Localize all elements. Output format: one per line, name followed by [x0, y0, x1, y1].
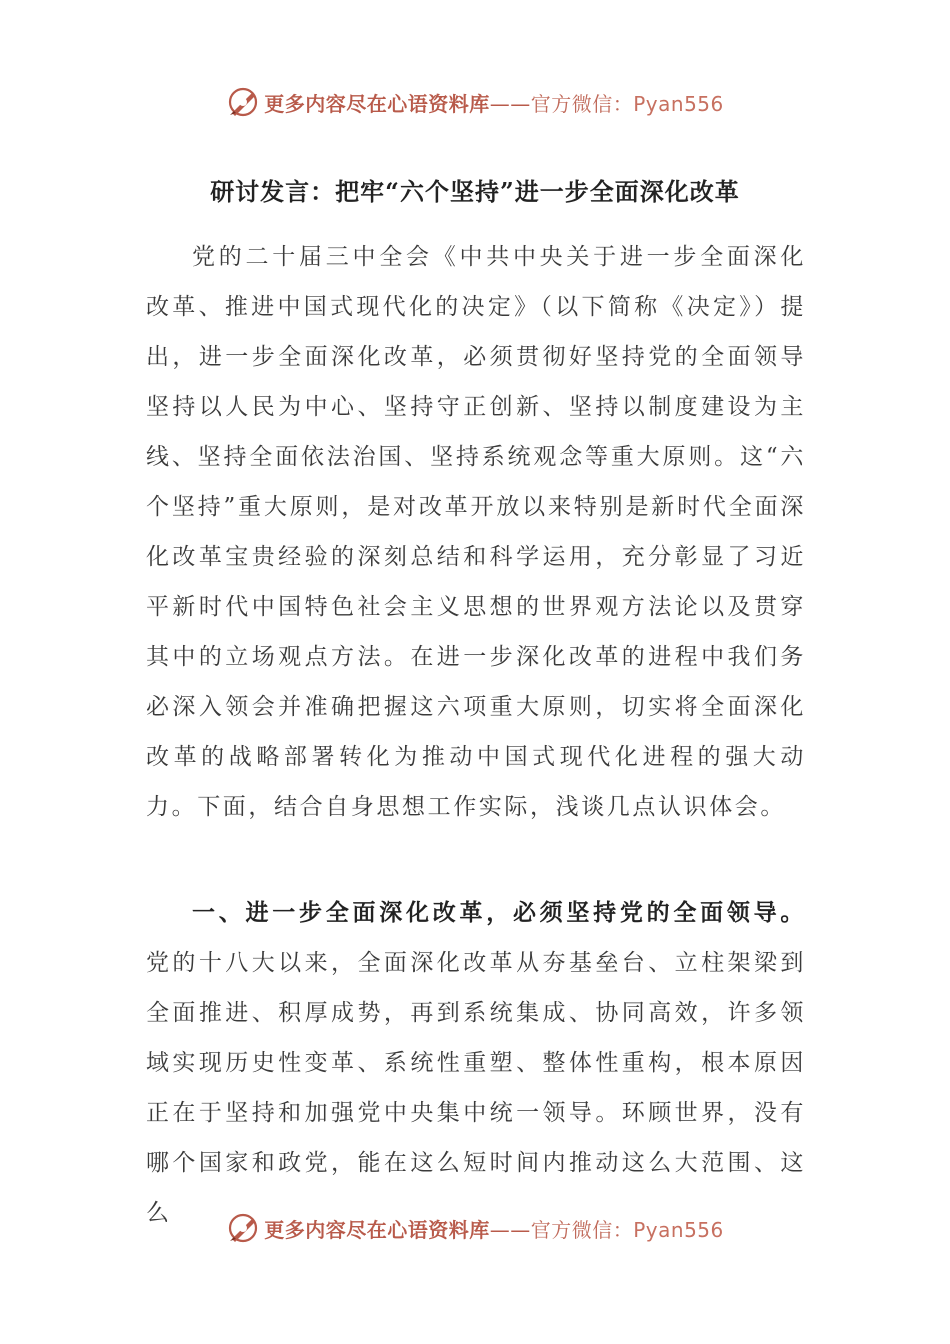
paragraph-intro: 党的二十届三中全会《中共中央关于进一步全面深化改革、推进中国式现代化的决定》（以下简称《决定》）提出，进一步全面深化改革，必须贯彻好坚持党的全面领导坚持以人民为中心、坚持守正创新、坚持以制度建设为主线、坚持全面依法治国、坚持系统观念等重大原则。这“六个坚持”重大原则，是对改革开放以来特别是新时代全面深化改革宝贵经验的深刻总结和科学运用，充分彰显了习近平新时代中国特色社会主义思想的世界观方法论以及贯穿其中的立场观点方法。在进一步深化改革的进程中我们务必深入领会并准确把握这六项重大原则，切实将全面深化改革的战略部署转化为推动中国式现代化进程的强大动力。下面，结合自身思想工作实际，浅谈几点认识体会。: [146, 244, 806, 820]
footer-banner: [0, 1208, 950, 1248]
section-1-text: 党的十八大以来，全面深化改革从夯基垒台、立柱架梁到全面推进、积厚成势，再到系统集成、协同高效，许多领域实现历史性变革、系统性重塑、整体性重构，根本原因正在于坚持和加强党中央集中统一领导。环顾世界，没有哪个国家和政党，能在这么短时间内推动这么大范围、这么: [146, 950, 806, 1226]
section-1-heading: 一、进一步全面深化改革，必须坚持党的全面领导。: [192, 899, 806, 926]
document-title: 研讨发言：把牢“六个坚持”进一步全面深化改革: [210, 177, 740, 206]
banner-brand: 更多内容尽在心语资料库: [264, 1217, 490, 1242]
header-banner: [0, 82, 950, 122]
banner-wechat-id: Pyan556: [633, 91, 724, 116]
pen-logo-icon: [226, 1211, 260, 1245]
banner-dash: ——: [489, 1217, 531, 1242]
banner-wechat-label: 官方微信：: [530, 1217, 634, 1242]
paragraph-section-1: [146, 888, 806, 1238]
banner-wechat-label: 官方微信：: [530, 91, 634, 116]
banner-dash: ——: [489, 91, 531, 116]
pen-logo-icon: [226, 85, 260, 119]
banner-wechat-id: Pyan556: [633, 1217, 724, 1242]
banner-brand: 更多内容尽在心语资料库: [264, 91, 490, 116]
